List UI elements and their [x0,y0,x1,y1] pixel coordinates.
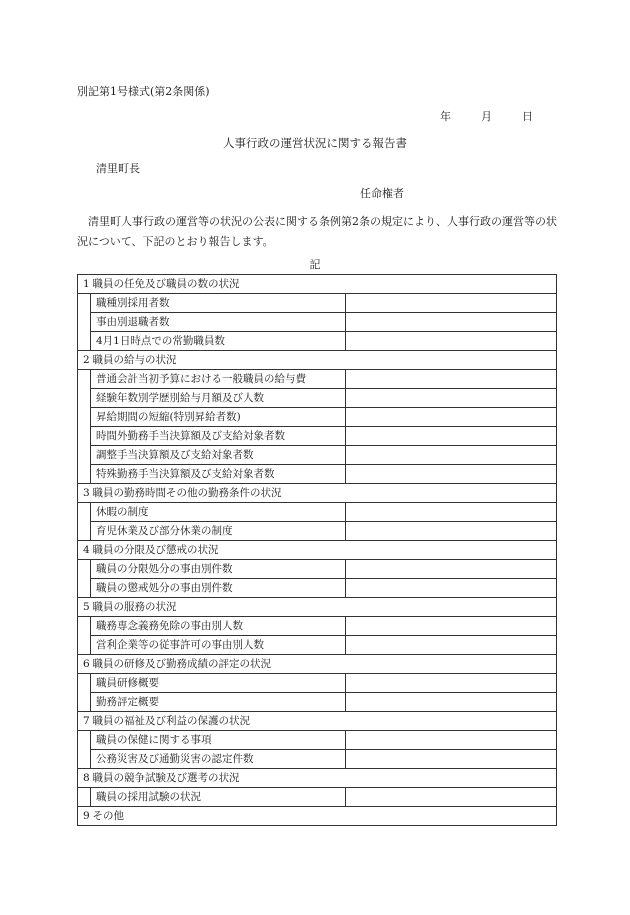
item-label: 職員の採用試験の状況 [91,788,346,807]
item-value-cell[interactable] [346,674,557,693]
indent-cell [78,788,91,807]
indent-cell [78,446,91,465]
item-row [78,636,557,655]
date-day: 日 [522,110,533,123]
indent-cell [78,522,91,541]
item-value-cell[interactable] [346,522,557,541]
section-title: 職員の任免及び職員の数の状況 [91,275,557,294]
item-label: 職務専念義務免除の事由別人数 [91,617,346,636]
item-label: 営利企業等の従事許可の事由別人数 [91,636,346,655]
item-value-cell[interactable] [346,446,557,465]
item-row [78,788,557,807]
item-value-cell[interactable] [346,579,557,598]
item-row [78,389,557,408]
item-value-cell[interactable] [346,636,557,655]
report-table [77,274,557,826]
item-row [78,674,557,693]
indent-cell [78,408,91,427]
section-number: 5 [78,598,91,617]
item-row [78,617,557,636]
section-title: 職員の勤務時間その他の勤務条件の状況 [91,484,557,503]
item-label: 4月1日時点での常勤職員数 [91,332,346,351]
item-label: 公務災害及び通勤災害の認定件数 [91,750,346,769]
section-row [78,769,557,788]
section-title: 職員の福祉及び利益の保護の状況 [91,712,557,731]
item-label: 職員の保健に関する事項 [91,731,346,750]
item-row [78,750,557,769]
section-row [78,807,557,826]
indent-cell [78,313,91,332]
indent-cell [78,503,91,522]
indent-cell [78,750,91,769]
indent-cell [78,389,91,408]
indent-cell [78,427,91,446]
item-label: 調整手当決算額及び支給対象者数 [91,446,346,465]
item-row [78,465,557,484]
indent-cell [78,332,91,351]
section-row [78,275,557,294]
section-number: 9 [78,807,91,826]
item-value-cell[interactable] [346,693,557,712]
item-row [78,731,557,750]
item-label: 経験年数別学歴別給与月額及び人数 [91,389,346,408]
indent-cell [78,674,91,693]
indent-cell [78,465,91,484]
section-title: その他 [91,807,557,826]
item-label: 勤務評定概要 [91,693,346,712]
section-row [78,351,557,370]
section-title: 職員の分限及び懲戒の状況 [91,541,557,560]
item-label: 特殊勤務手当決算額及び支給対象者数 [91,465,346,484]
appointing-authority: 任命権者 [360,187,404,200]
item-value-cell[interactable] [346,294,557,313]
item-row [78,332,557,351]
item-row [78,560,557,579]
section-number: 8 [78,769,91,788]
item-label: 昇給期間の短縮(特別昇給者数) [91,408,346,427]
item-value-cell[interactable] [346,465,557,484]
section-title: 職員の給与の状況 [91,351,557,370]
item-value-cell[interactable] [346,503,557,522]
section-row [78,712,557,731]
item-value-cell[interactable] [346,617,557,636]
item-label: 時間外勤務手当決算額及び支給対象者数 [91,427,346,446]
section-row [78,598,557,617]
form-label: 別記第1号様式(第2条関係) [77,85,210,98]
item-row [78,313,557,332]
section-row [78,484,557,503]
item-value-cell[interactable] [346,750,557,769]
section-number: 1 [78,275,91,294]
indent-cell [78,370,91,389]
section-number: 2 [78,351,91,370]
item-value-cell[interactable] [346,313,557,332]
ki-heading: 記 [309,258,321,271]
item-row [78,427,557,446]
item-value-cell[interactable] [346,370,557,389]
section-number: 7 [78,712,91,731]
item-value-cell[interactable] [346,731,557,750]
item-value-cell[interactable] [346,560,557,579]
report-table-body [78,275,557,826]
document-title: 人事行政の運営状況に関する報告書 [223,136,407,150]
item-row [78,446,557,465]
item-row [78,370,557,389]
item-value-cell[interactable] [346,427,557,446]
item-row [78,294,557,313]
section-title: 職員の服務の状況 [91,598,557,617]
section-number: 4 [78,541,91,560]
item-label: 職員研修概要 [91,674,346,693]
indent-cell [78,579,91,598]
item-value-cell[interactable] [346,788,557,807]
item-row [78,693,557,712]
item-value-cell[interactable] [346,389,557,408]
indent-cell [78,731,91,750]
date-line [440,110,533,124]
item-label: 事由別退職者数 [91,313,346,332]
item-row [78,522,557,541]
indent-cell [78,693,91,712]
item-label: 普通会計当初予算における一般職員の給与費 [91,370,346,389]
section-row [78,655,557,674]
item-row [78,579,557,598]
item-row [78,503,557,522]
section-row [78,541,557,560]
item-label: 休暇の制度 [91,503,346,522]
item-label: 職種別採用者数 [91,294,346,313]
section-title: 職員の競争試験及び選考の状況 [91,769,557,788]
item-label: 育児休業及び部分休業の制度 [91,522,346,541]
indent-cell [78,617,91,636]
section-title: 職員の研修及び勤務成績の評定の状況 [91,655,557,674]
recipient: 清里町長 [96,162,140,175]
item-value-cell[interactable] [346,408,557,427]
item-row [78,408,557,427]
item-value-cell[interactable] [346,332,557,351]
indent-cell [78,294,91,313]
date-month: 月 [481,110,492,123]
section-number: 3 [78,484,91,503]
indent-cell [78,560,91,579]
section-number: 6 [78,655,91,674]
item-label: 職員の分限処分の事由別件数 [91,560,346,579]
indent-cell [78,636,91,655]
item-label: 職員の懲戒処分の事由別件数 [91,579,346,598]
body-text: 清里町人事行政の運営等の状況の公表に関する条例第2条の規定により、人事行政の運営等の状況について、下記のとおり報告します。 [77,215,557,248]
date-year: 年 [440,110,451,123]
